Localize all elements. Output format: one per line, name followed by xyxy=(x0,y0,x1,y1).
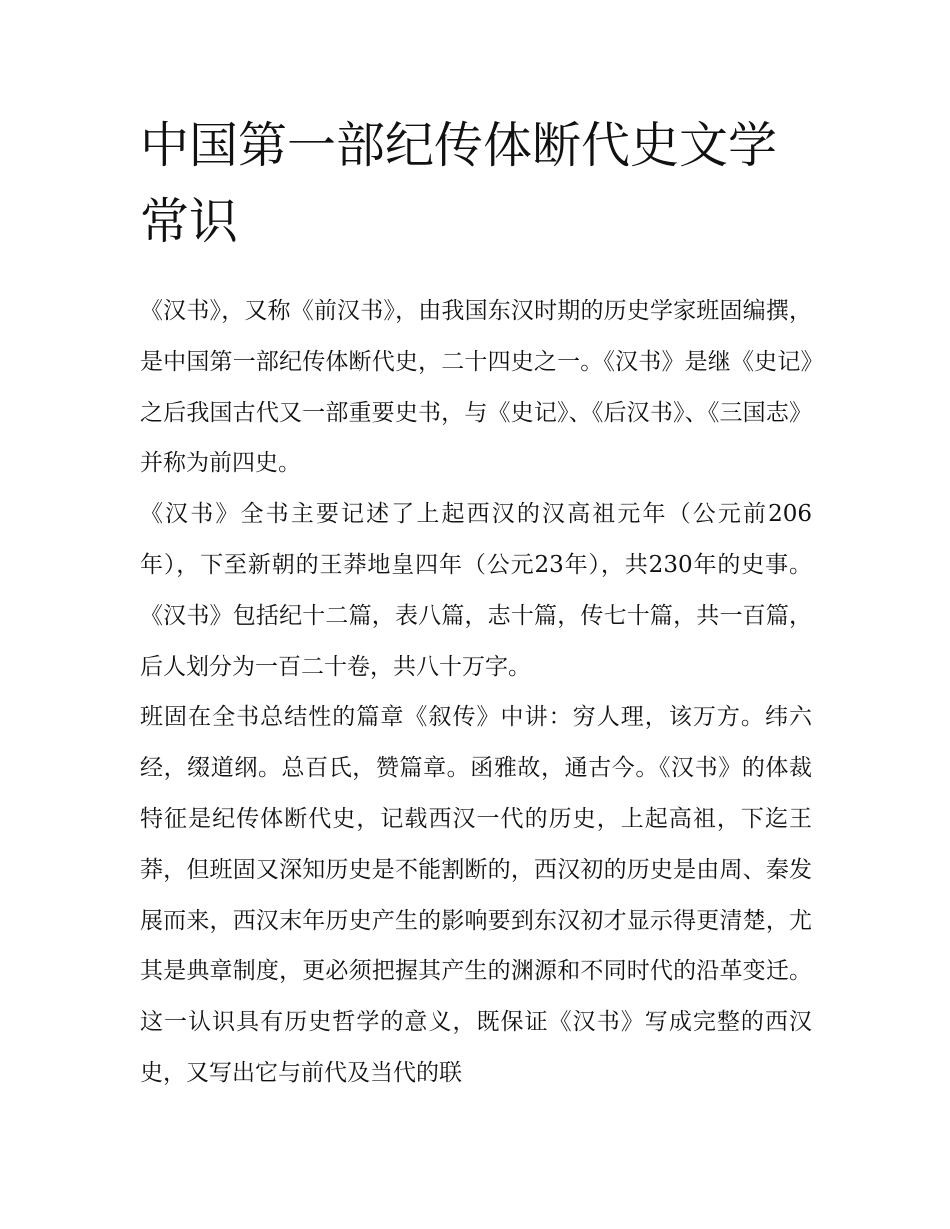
paragraph-intro: 《汉书》，又称《前汉书》，由我国东汉时期的历史学家班固编撰，是中国第一部纪传体断代史，二十四史之一。《汉书》是继《史记》之后我国古代又一部重要史书，与《史记》、《后汉书》、《三国志》并称为前四史。 xyxy=(140,298,812,477)
document-title: 中国第一部纪传体断代史文学常识 xyxy=(140,117,778,250)
document-body xyxy=(140,286,812,1099)
document-page xyxy=(140,108,812,1099)
paragraph-style: 班固在全书总结性的篇章《叙传》中讲：穷人理，该万方。纬六经，缀道纲。总百氏，赞篇章。函雅故，通古今。《汉书》的体裁特征是纪传体断代史，记载西汉一代的历史，上起高祖，下迄王莽，但班固又深知历史是不能割断的，西汉初的历史是由周、秦发展而来，西汉末年历史产生的影响要到东汉初才显示得更清楚，尤其是典章制度，更必须把握其产生的渊源和不同时代的沿革变迁。这一认识具有历史哲学的意义，既保证《汉书》写成完整的西汉史，又写出它与前代及当代的联 xyxy=(140,704,812,1086)
paragraph-contents: 《汉书》全书主要记述了上起西汉的汉高祖元年（公元前206年），下至新朝的王莽地皇四年（公元23年），共230年的史事。《汉书》包括纪十二篇，表八篇，志十篇，传七十篇，共一百篇，后人划分为一百二十卷，共八十万字。 xyxy=(140,501,812,680)
